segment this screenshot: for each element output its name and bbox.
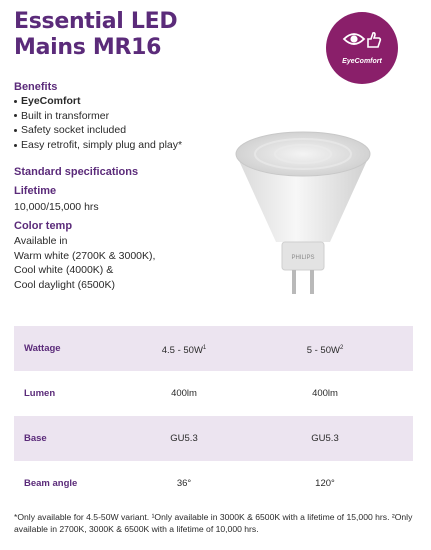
benefit-item: EyeComfort	[14, 94, 182, 109]
benefit-item: Built in transformer	[14, 109, 182, 124]
table-row: Wattage $4.5 - 50W^1$ $5 - 50W^2$	[14, 326, 413, 371]
lifetime-value: 10,000/15,000 hrs	[14, 201, 99, 213]
footnote: *Only available for 4.5-50W variant. ¹Only available in 3000K & 6500K with a lifetime of 15,000 hrs. ²Only available in 2700K, 3000K & 6500K with a lifetime of 10,000 hrs.	[14, 512, 413, 534]
table-row: Beam angle 36° 120°	[24, 478, 335, 489]
title-line-2: Mains MR16	[14, 35, 162, 60]
benefits-list	[14, 94, 182, 152]
badge-label: EyeComfort	[342, 58, 382, 65]
table-row: Base GU5.3 GU5.3	[14, 416, 413, 461]
color-temp-lines: Available in Warm white (2700K & 3000K), Cool white (4000K) & Cool daylight (6500K)	[14, 235, 156, 291]
benefits-heading: Benefits	[14, 81, 58, 93]
page-title	[14, 9, 177, 61]
lamp-image	[228, 124, 378, 299]
specs-heading: Standard specifications	[14, 166, 139, 178]
eyecomfort-badge	[326, 12, 398, 84]
benefit-item: Easy retrofit, simply plug and play*	[14, 138, 182, 153]
lifetime-label: Lifetime	[14, 185, 57, 197]
benefit-item: Safety socket included	[14, 123, 182, 138]
lamp-brand: PHILIPS	[291, 255, 315, 261]
eye-thumbsup-icon	[342, 27, 382, 55]
title-line-1: Essential LED	[14, 9, 178, 34]
color-temp-label: Color temp	[14, 220, 73, 232]
spec-table	[14, 326, 413, 506]
table-row: Lumen 400lm 400lm	[24, 388, 338, 399]
